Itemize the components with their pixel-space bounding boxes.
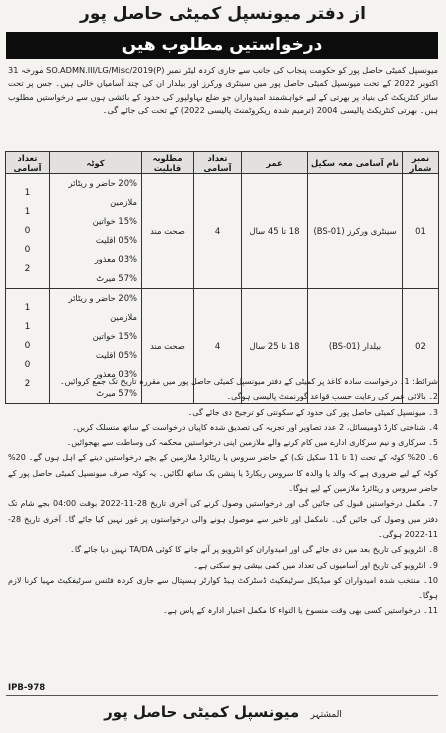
cell-vacancies: 4 [194, 174, 242, 289]
col-quota: کوٹہ [50, 152, 142, 174]
vacancy-table [5, 151, 439, 404]
cell-qualification: صحت مند [142, 174, 194, 289]
condition-item: 5۔ سرکاری و نیم سرکاری ادارے میں کام کرنے والے ملازمین اپنی درخواستیں محکمہ کی وساطت سے بھجوائیں۔ [66, 438, 438, 448]
quota-item: 05% اقلیت [95, 350, 137, 360]
condition-item: شرائط: 1۔ درخواست سادہ کاغذ پر کمیٹی کے دفتر میونسپل کمیٹی حاصل پور میں مقررہ تاریخ تک جمع کروائیں۔ [59, 377, 438, 386]
quota-count: 1 [24, 302, 31, 313]
quota-item: 03% معذور [94, 254, 137, 264]
quota-item: 03% معذور [94, 369, 137, 379]
quota-item: 20% حاضر و ریٹائر ملازمین [68, 178, 137, 207]
intro-paragraph: میونسپل کمیٹی حاصل پور کو حکومت پنجاب کی جانب سے جاری کردہ لیٹر نمبر SO.ADMN.III/LG/Misc/2019(P) مورخہ 31 اکتوبر 2022 کے تحت میونسپل کمیٹی حاصل پور میں سینٹری ورکرز اور بیلدار ان کی چند آسامیاں خالی ہیں۔ جس پر تحت سائز کنٹریکٹ کی بنیاد پر بھرتی کے لیے خواہشمند امیدواران جو ضلع بہاولپور کی حدود کے بائشی ہوں سے درخواستیں مطلوب ہیں۔ بھرتی کنٹریکٹ پالیسی 2004 (ترمیم شدہ ریکروٹمنٹ پالیسی 2022) کے تحت کی جائے گی۔ [8, 65, 438, 116]
cell-qualification: صحت مند [142, 289, 194, 404]
quota-count: 1 [24, 321, 31, 332]
cell-age: 18 تا 45 سال [242, 174, 308, 289]
table-row [6, 174, 439, 289]
cell-serial: 02 [403, 289, 439, 404]
quota-count: 1 [24, 206, 31, 217]
quota-count: 0 [24, 359, 31, 370]
quota-item: 15% خواتین [92, 216, 137, 226]
cell-vacancies: 4 [194, 289, 242, 404]
quota-item: 57% میرٹ [96, 273, 137, 283]
advertiser-name: میونسپل کمیٹی حاصل پور [104, 703, 300, 721]
col-vacancies: تعداد آسامی [194, 152, 242, 174]
cell-serial: 01 [403, 174, 439, 289]
condition-item: 9۔ انٹرویو کی تاریخ اور آسامیوں کی تعداد میں کمی بیشی ہو سکتی ہے۔ [193, 560, 438, 570]
quota-count: 1 [24, 187, 31, 198]
quota-count: 0 [24, 225, 31, 236]
condition-item: 6۔ 20% کوٹہ کے تحت (1 تا 11 سکیل تک) کے حاضر سروس یا ریٹائرڈ ملازمین کے بچے درخواستیں دینے کے اہل ہوں گے۔ 20% کوٹہ کے لیے ضروری ہے کہ والد یا والدہ کا سروس ریکارڈ یا پنشن بک ساتھ لگائیں۔ یہ کوٹہ صرف میونسپل کمیٹی حاصل پور کے حاضر سروس و ریٹائرڈ ملازمین کے لیے ہوگا۔ [8, 453, 439, 494]
cell-quota-count [6, 174, 50, 289]
table-header-row [6, 152, 439, 174]
col-age: عمر [242, 152, 308, 174]
advertiser-prefix: المشتہر [310, 710, 342, 720]
applications-required-banner: درخواستیں مطلوب ھیں [6, 32, 438, 59]
col-qualification: مطلوبہ قابلیت [142, 152, 194, 174]
conditions-list [8, 374, 438, 619]
quota-item: 57% میرٹ [96, 388, 137, 398]
quota-item: 05% اقلیت [95, 235, 137, 245]
quota-item: 15% خواتین [92, 331, 137, 341]
condition-item: 10۔ منتخب شدہ امیدواران کو میڈیکل سرٹیفکیٹ ڈسٹرکٹ ہیڈ کوارٹر ہسپتال سے جاری کردہ فٹنس سرٹیفکیٹ مہیا کرنا لازم ہوگا۔ [8, 575, 438, 601]
quota-count: 2 [24, 263, 31, 274]
condition-item: 11۔ درخواستیں کسی بھی وقت منسوخ یا التواء کا مکمل اختیار ادارہ کے پاس ہے۔ [162, 606, 438, 616]
cell-post: سینٹری ورکرز (BS-01) [308, 174, 403, 289]
cell-age: 18 تا 25 سال [242, 289, 308, 404]
condition-item: 4۔ شناختی کارڈ ڈومیسائل، 2 عدد تصاویر اور تجربہ کی تصدیق شدہ کاپیاں درخواست کے ساتھ منسلک کریں۔ [72, 422, 438, 432]
ipb-code: IPB-978 [8, 683, 46, 693]
condition-item: 2۔ بالائی عمر کی رعایت حسب قواعد گورنمنٹ پالیسی ہوگی۔ [226, 392, 438, 402]
advertiser-footer [0, 703, 446, 721]
quota-count: 0 [24, 244, 31, 255]
quota-item: 20% حاضر و ریٹائر ملازمین [68, 293, 137, 322]
col-serial: نمبر شمار [403, 152, 439, 174]
footer-divider [6, 695, 438, 696]
cell-quota [50, 174, 142, 289]
cell-post: بیلدار (BS-01) [308, 289, 403, 404]
office-heading: از دفتر میونسپل کمیٹی حاصل پور [80, 4, 366, 24]
condition-item: 7۔ مکمل درخواستیں قبول کی جائیں گی اور درخواستیں وصول کرنے کی آخری تاریخ 28-11-2022 بوقت 04:00 بجے شام تک دفتر میں وصول کی جائیں گی۔ نامکمل اور تاخیر سے موصول ہونے والی درخواستوں پر غور نہیں کیا جائے گا۔ آخری تاریخ 28-11-2022 ہوگی۔ [8, 499, 439, 539]
quota-count: 0 [24, 340, 31, 351]
condition-item: 3۔ میونسپل کمیٹی حاصل پور کی حدود کے سکونتی کو ترجیح دی جائے گی۔ [187, 407, 438, 417]
col-post: نام آسامی معہ سکیل [308, 152, 403, 174]
condition-item: 8۔ انٹرویو کی تاریخ بعد میں دی جائے گی اور امیدواران کو انٹرویو پر آنے جانے کا کوئی TA/DA نہیں دیا جائے گا۔ [70, 545, 438, 555]
col-quota-count: تعداد آسامی [6, 152, 50, 174]
quota-count: 2 [24, 378, 31, 389]
